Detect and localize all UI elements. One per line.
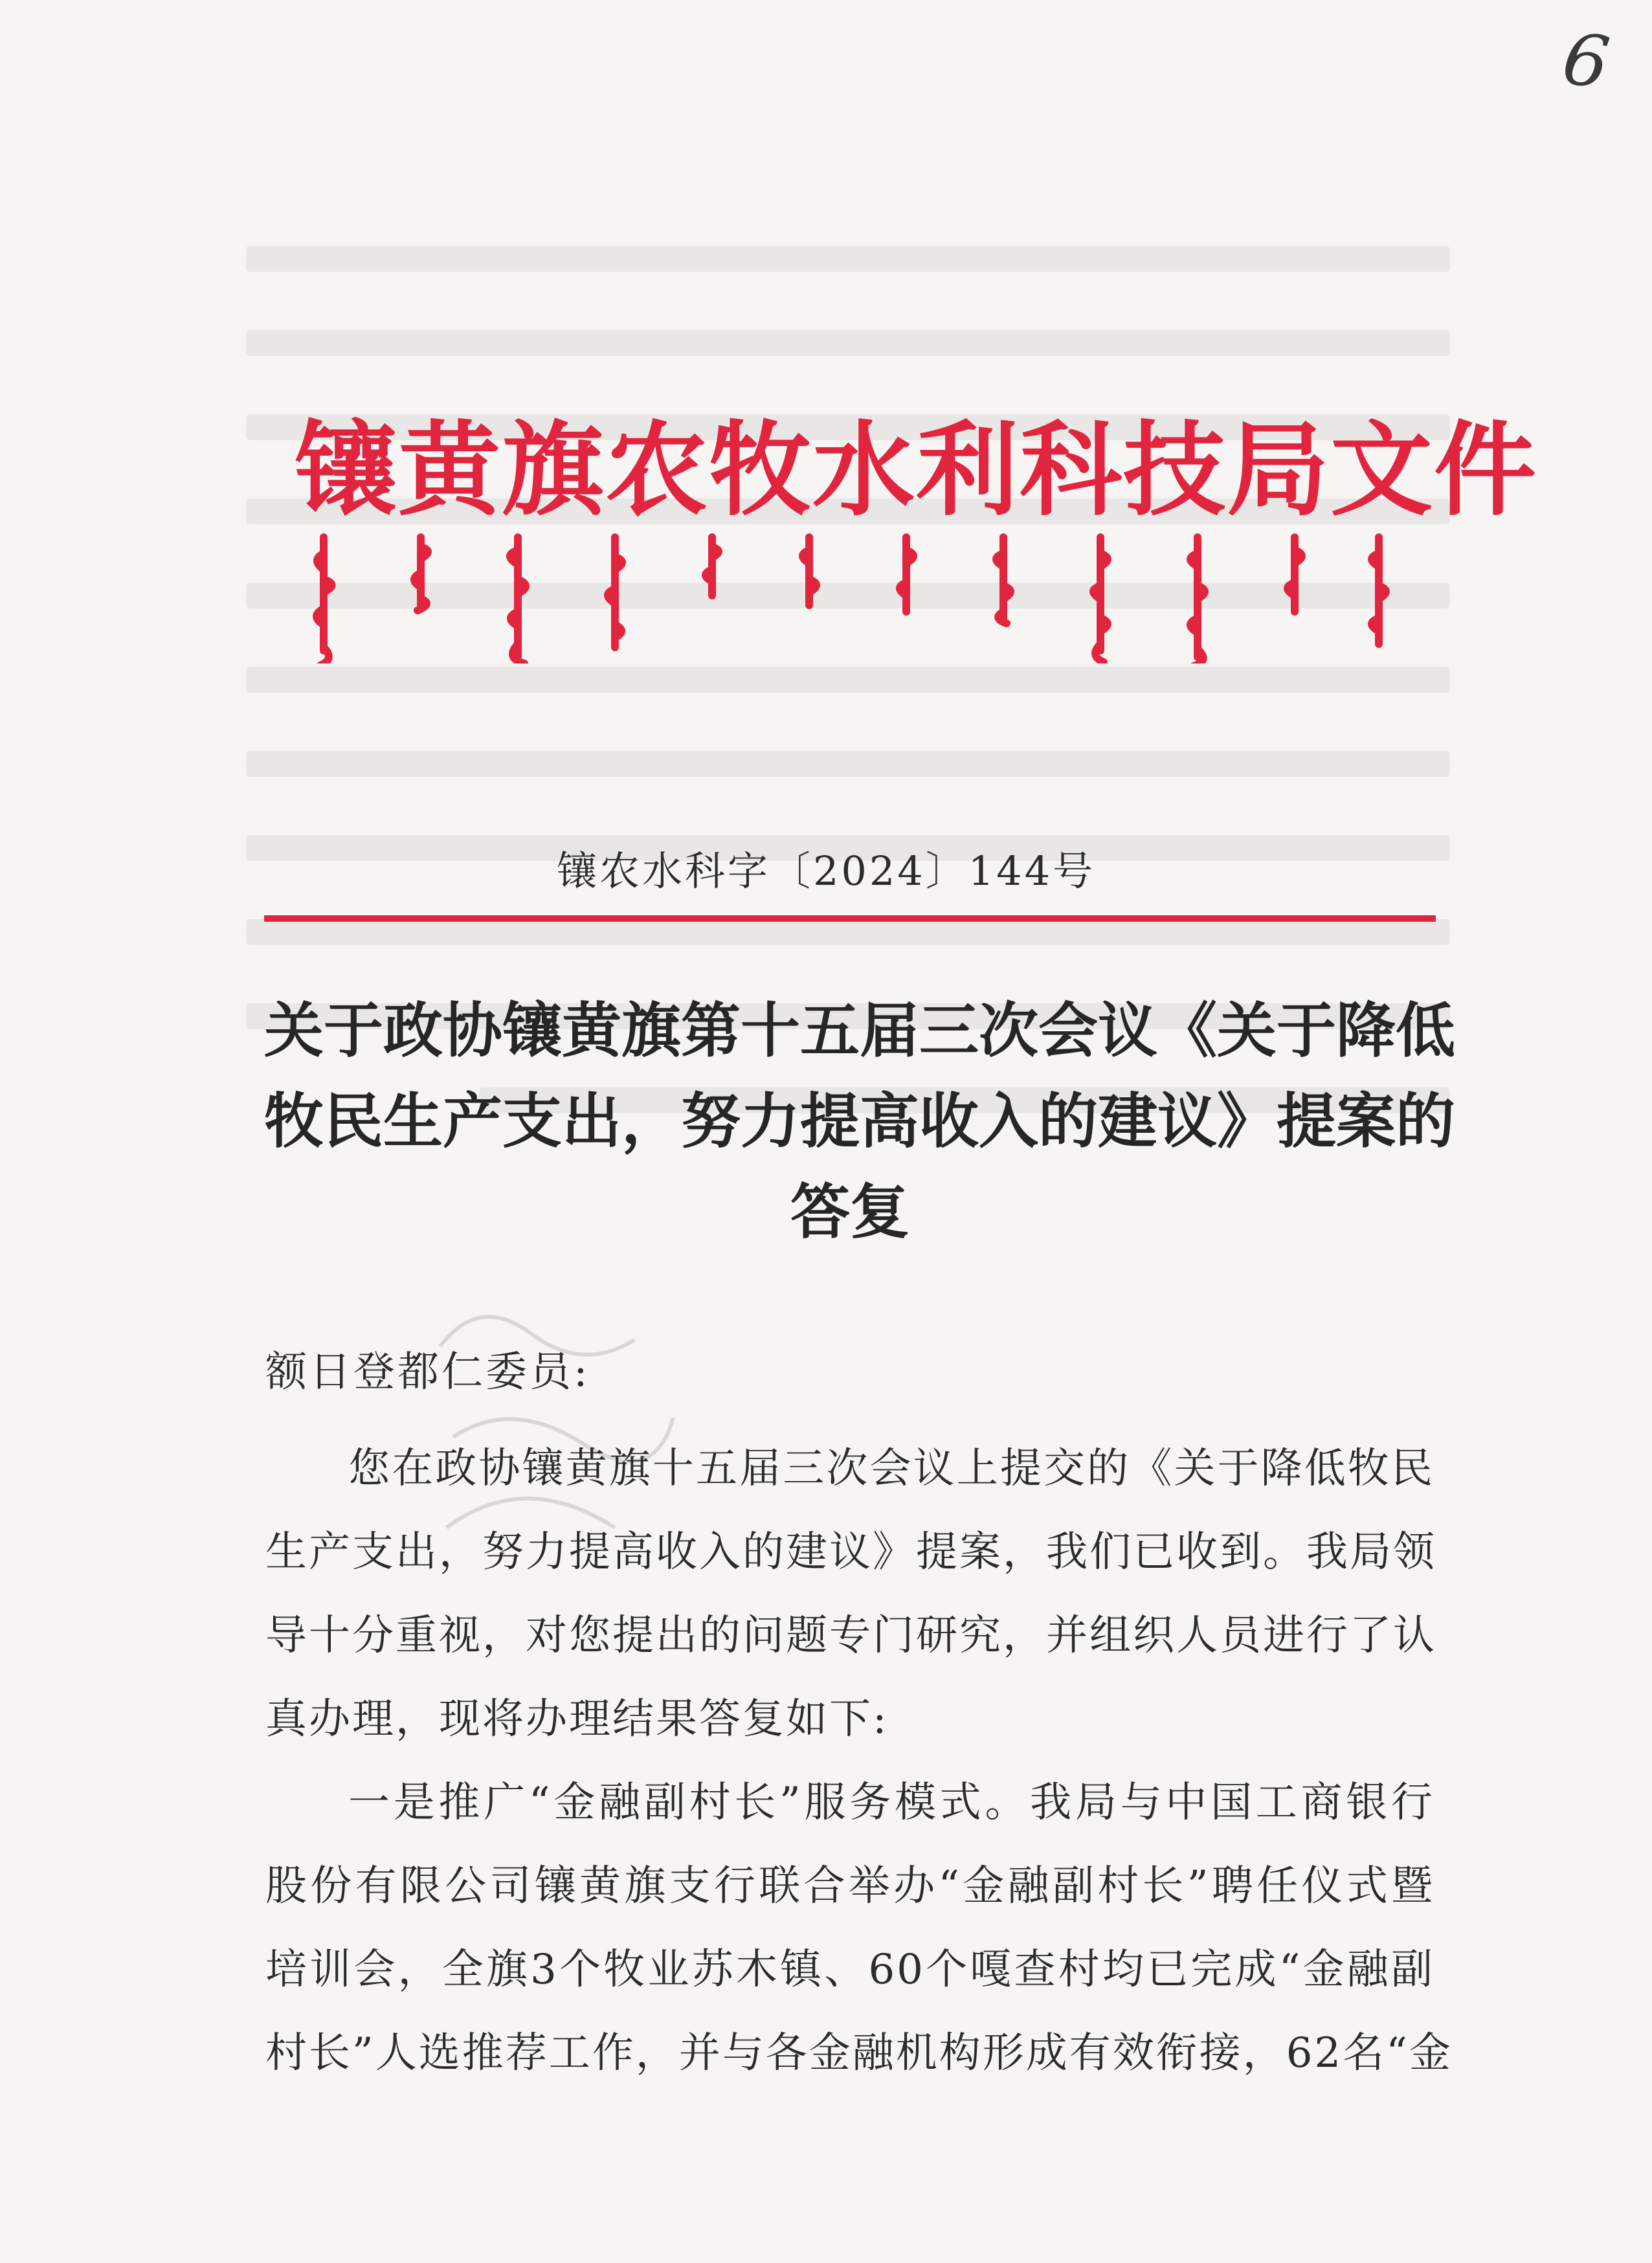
document-number: 镶农水科字〔2024〕144号 — [556, 847, 1096, 895]
body-line: 真办理，现将办理结果答复如下: — [265, 1695, 889, 1743]
title-line: 关于政协镶黄旗第十五届三次会议《关于降低 — [264, 996, 1456, 1065]
body-line: 生产支出，努力提高收入的建议》提案，我们已收到。我局领 — [265, 1528, 1436, 1576]
agency-letterhead-title: 镶黄旗农牧水利科技局文件 — [295, 410, 1537, 530]
document-title — [264, 985, 1456, 1257]
body-line: 一是推广“金融副村长”服务模式。我局与中国工商银行 — [348, 1779, 1434, 1827]
body-line: 村长”人选推荐工作，并与各金融机构形成有效衔接，62名“金 — [265, 2029, 1453, 2077]
body-line: 培训会，全旗3个牧业苏木镇、60个嘎查村均已完成“金融副 — [265, 1946, 1434, 1994]
handwritten-page-number: 6 — [1557, 16, 1614, 106]
mongolian-script-letterhead — [298, 528, 1405, 663]
body-line: 导十分重视，对您提出的问题专门研究，并组织人员进行了认 — [265, 1612, 1436, 1660]
title-line: 牧民生产支出，努力提高收入的建议》提案的 — [264, 1086, 1456, 1156]
body-line: 您在政协镶黄旗十五届三次会议上提交的《关于降低牧民 — [348, 1445, 1434, 1493]
body-line: 股份有限公司镶黄旗支行联合举办“金融副村长”聘任仪式暨 — [265, 1862, 1434, 1910]
document-body — [265, 1427, 1453, 2095]
salutation: 额日登都仁委员: — [265, 1348, 590, 1396]
red-separator-line — [264, 915, 1436, 922]
title-line: 答复 — [790, 1177, 910, 1247]
